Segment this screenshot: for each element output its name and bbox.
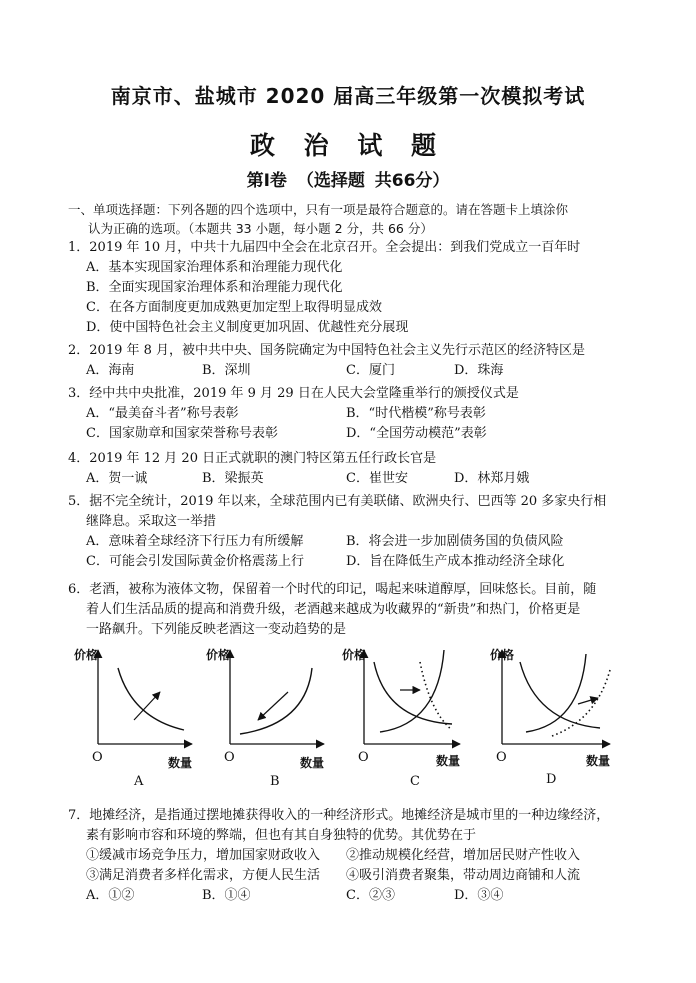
options-row	[68, 886, 668, 906]
question-stem: 3．经中共中央批准，2019 年 9 月 29 日在人民大会堂隆重举行的颁授仪式是	[68, 386, 519, 401]
option-a: A．意味着全球经济下行压力有所缓解	[86, 534, 304, 549]
option-d: D．珠海	[454, 363, 504, 378]
option-b: B．梁振英	[202, 471, 264, 486]
question-1	[68, 238, 668, 338]
question-2	[68, 341, 668, 381]
option-b: B．将会进一步加剧债务国的负债风险	[346, 534, 564, 549]
graph-letter-c: C	[410, 774, 420, 789]
option-c: C．可能会引发国际黄金价格震荡上行	[86, 554, 304, 569]
y-axis-label: 价格	[206, 648, 231, 662]
options-row	[68, 552, 668, 572]
graph-a	[98, 650, 192, 744]
question-3	[68, 384, 668, 444]
origin-label: O	[224, 750, 235, 765]
graph-letter-d: D	[546, 772, 557, 787]
option-d: D．③④	[454, 888, 504, 903]
question-stem: 一路飙升。下列能反映老酒这一变动趋势的是	[86, 622, 347, 637]
shift-arrow	[258, 692, 288, 720]
option-a: A．①②	[86, 888, 135, 903]
option-a: A．基本实现国家治理体系和治理能力现代化	[86, 260, 343, 275]
option-b: B．深圳	[202, 363, 251, 378]
options-row	[68, 404, 668, 424]
option-d: D．旨在降低生产成本推动经济全球化	[346, 554, 565, 569]
option-a: A．“最美奋斗者”称号表彰	[86, 406, 239, 421]
options-row	[68, 469, 668, 489]
question-stem: 1．2019 年 10 月，中共十九届四中全会在北京召开。全会提出：到我们党成立一百年时	[68, 240, 581, 255]
question-7	[68, 806, 668, 906]
x-axis-label: 数量	[586, 754, 611, 768]
graph-d	[502, 650, 610, 744]
y-axis-label: 价格	[342, 648, 367, 662]
x-axis-label: 数量	[436, 754, 461, 768]
option-d: D．使中国特色社会主义制度更加巩固、优越性充分展现	[86, 320, 409, 335]
question-stem: 2．2019 年 8 月，被中共中央、国务院确定为中国特色社会主义先行示范区的经济特区是	[68, 343, 586, 358]
option-c: C．国家勋章和国家荣誉称号表彰	[86, 426, 278, 441]
option-c: C．②③	[346, 888, 395, 903]
option-a: A．贺一诚	[86, 471, 148, 486]
graph-c	[364, 650, 460, 744]
shift-arrow	[134, 692, 160, 720]
options-row	[68, 532, 668, 552]
option-b: B．“时代楷模”称号表彰	[346, 406, 486, 421]
demand-curve	[520, 662, 600, 728]
question-stem: 7．地摊经济，是指通过摆地摊获得收入的一种经济形式。地摊经济是城市里的一种边缘经济，	[68, 808, 610, 823]
option-b: B．①④	[202, 888, 251, 903]
sub-items-row	[68, 866, 668, 886]
instructions-line: 一、单项选择题：下列各题的四个选项中，只有一项是最符合题意的。请在答题卡上填涂你	[68, 202, 569, 217]
origin-label: O	[496, 750, 507, 765]
question-stem: 6．老酒，被称为液体文物，保留着一个时代的印记，喝起来味道醇厚，回味悠长。目前，随	[68, 582, 597, 597]
demand-curve	[118, 668, 184, 730]
origin-label: O	[92, 750, 103, 765]
question-6	[68, 580, 668, 640]
x-axis-label: 数量	[168, 756, 193, 770]
question-4	[68, 449, 668, 489]
option-b: B．全面实现国家治理体系和治理能力现代化	[86, 280, 343, 295]
subject-title: 政 治 试 题	[249, 131, 447, 160]
question-stem: 4．2019 年 12 月 20 日正式就职的澳门特区第五任行政长官是	[68, 451, 437, 466]
y-axis-label: 价格	[490, 648, 515, 662]
sub-item: ④吸引消费者聚集，带动周边商铺和人流	[346, 868, 581, 883]
option-c: C．崔世安	[346, 471, 408, 486]
option-d: D．“全国劳动模范”表彰	[346, 426, 487, 441]
options-row	[68, 424, 668, 444]
question-stem: 着人们生活品质的提高和消费升级，老酒越来越成为收藏界的“新贵”和热门，价格更是	[86, 602, 581, 617]
supply-curve	[526, 654, 586, 732]
graph-b	[230, 650, 324, 744]
sub-item: ③满足消费者多样化需求，方便人民生活	[86, 868, 321, 883]
question-stem: 5．据不完全统计，2019 年以来，全球范围内已有美联储、欧洲央行、巴西等 20 多家央行相	[68, 494, 607, 509]
x-axis-label: 数量	[300, 756, 325, 770]
supply-curve	[380, 650, 444, 732]
sub-item: ②推动规模化经营，增加居民财产性收入	[346, 848, 581, 863]
exam-title: 南京市、盐城市 2020 届高三年级第一次模拟考试	[110, 84, 586, 108]
option-d: D．林郑月娥	[454, 471, 530, 486]
graph-letter-a: A	[134, 774, 144, 789]
instructions-line: 认为正确的选项。（本题共 33 小题，每小题 2 分，共 66 分）	[88, 221, 433, 236]
option-c: C．厦门	[346, 363, 395, 378]
question-5	[68, 492, 668, 572]
y-axis-label: 价格	[74, 648, 99, 662]
origin-label: O	[358, 750, 369, 765]
supply-curve	[240, 668, 312, 734]
question-stem: 继降息。采取这一举措	[86, 514, 217, 529]
section-title: 第Ⅰ卷 （选择题 共66分）	[246, 171, 450, 191]
question-stem: 素有影响市容和环境的弊端，但也有其自身独特的优势。其优势在于	[86, 828, 477, 843]
sub-item: ①缓减市场竞争压力，增加国家财政收入	[86, 848, 321, 863]
option-a: A．海南	[86, 363, 135, 378]
graph-letter-b: B	[270, 774, 280, 789]
option-c: C．在各方面制度更加成熟更加定型上取得明显成效	[86, 300, 382, 315]
price-quantity-graphs	[74, 640, 640, 790]
instructions	[68, 200, 668, 238]
sub-items-row	[68, 846, 668, 866]
options-row	[68, 361, 668, 381]
